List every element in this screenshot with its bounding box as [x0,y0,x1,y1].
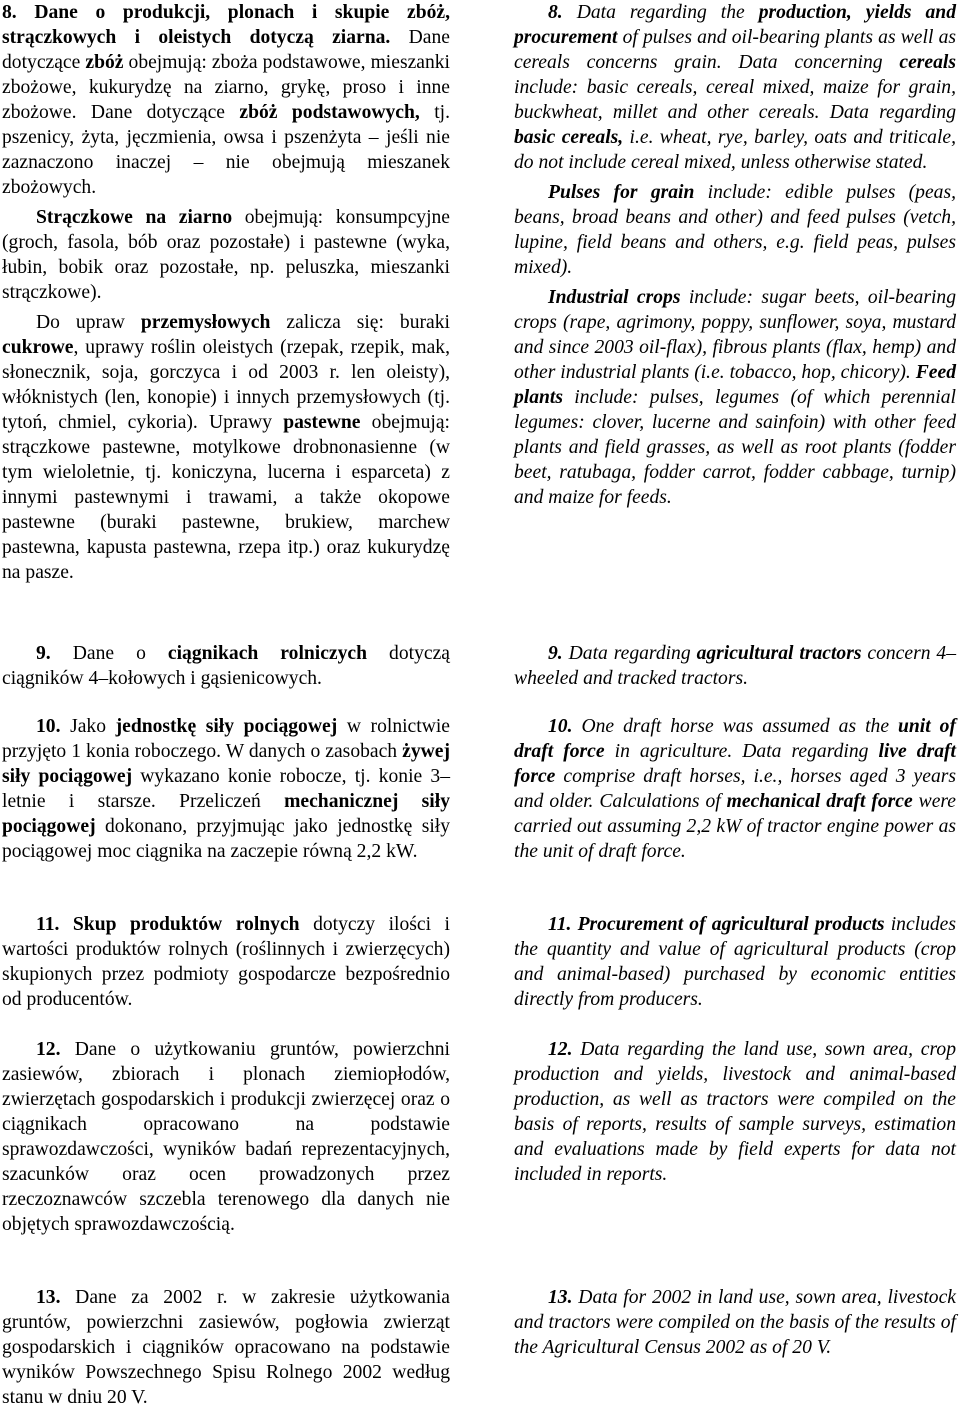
bold-text-run: basic cereals, [514,127,624,148]
bold-text-run: 9. [548,643,563,664]
bold-text-run: cereals [899,52,956,73]
section-10-english-column [514,714,956,864]
bold-text-run: cukrowe [2,337,74,358]
section-11-polish-column [2,912,450,1012]
text-run: i.e. wheat, rye, barley, oats and triticale, do not include cereal mixed, unless otherwise stated. [514,127,956,173]
text-run: Data regarding the land use, sown area, crop production and yields, livestock and animal-based production, as well as tractors were compiled on the basis of reports, results of sample surveys, estimation and evaluations made by field experts for data not included in reports. [514,1039,956,1185]
bold-text-run: 9. [36,643,51,664]
section-13-polish-column [2,1285,450,1410]
section-12-en-para [514,1037,956,1187]
section-9-polish-column [2,641,450,691]
text-run: include: sugar beets, oil-bearing crops (rape, agrimony, poppy, sunflower, soya, mustard and since 2003 oil-flax), fibrous plants (flax, hemp) and other industrial plants (i.e. tobacco, hop, chicory). [514,287,956,383]
bold-text-run: 13. [36,1287,61,1308]
text-run: concern 4–wheeled and tracked tractors. [514,643,957,689]
text-run: zalicza się: buraki [270,312,450,333]
bold-text-run: 10. [548,716,573,737]
bold-text-run: 8. Dane o produkcji, plonach i skupie zbóż, strączkowych i oleistych dotyczą ziarna. [2,2,450,48]
bold-text-run: 11. Skup produktów rolnych [36,914,300,935]
bold-text-run: mechanicznej siły pociągowej [2,791,450,837]
bold-text-run: przemysłowych [140,312,271,333]
bold-text-run: live draft force [514,741,956,787]
text-run: obejmują: konsumpcyjne (groch, fasola, bób oraz pozostałe) i pastewne (wyka, łubin, bobik oraz pozostałe, np. peluszka, mieszanki strączkowe). [2,207,451,303]
section-12-pl-para [2,1037,450,1237]
bold-text-run: zbóż podstawowych, [239,102,420,123]
text-run: Dane za 2002 r. w zakresie użytkowania gruntów, powierzchni zasiewów, pogłowia zwierząt gospodarskich i ciągników opracowano na podstawie wyników Powszechnego Spisu Rolnego 2002 według stanu w dniu 20 V. [2,1287,450,1408]
text-run: dokonano, przyjmując jako jednostkę siły pociągowej moc ciągnika na zaczepie równą 2,2 kW. [2,816,450,862]
section-9-en-para [514,641,956,691]
section-12-polish-column [2,1037,450,1237]
section-8-pl-para-1 [2,0,450,200]
section-12-english-column [514,1037,956,1187]
bold-text-run: 13. [548,1287,573,1308]
section-8-pl-para-2 [2,205,450,305]
text-run: Data regarding the [562,2,759,23]
text-run: Jako [60,716,116,737]
section-10-en-para [514,714,956,864]
text-run: Dane o [50,643,168,664]
text-run: of pulses and oil-bearing plants as well as cereals concerns grain. Data concerning [514,27,956,73]
section-9-english-column [514,641,956,691]
section-10-polish-column [2,714,450,864]
bold-text-run: Pulses for grain [548,182,695,203]
bold-text-run: 12. [548,1039,573,1060]
text-run: dotyczą ciągników 4–kołowych i gąsienicowych. [2,643,450,689]
section-13-english-column [514,1285,956,1360]
bold-text-run: 8. [548,2,563,23]
text-run: Do upraw [36,312,141,333]
bold-text-run: jednostkę siły pociągowej [115,716,338,737]
bold-text-run: 11. Procurement of agricultural products [548,914,885,935]
section-8-en-para-1 [514,0,956,175]
bold-text-run: unit of draft force [514,716,956,762]
bold-text-run: 12. [36,1039,61,1060]
text-run: One draft horse was assumed as the [572,716,898,737]
text-run: include: edible pulses (peas, beans, broad beans and other) and feed pulses (vetch, lupine, field beans and others, e.g. field peas, pulses mixed). [514,182,956,278]
section-11-en-para [514,912,956,1012]
text-run: includes the quantity and value of agricultural products (crop and animal-based) purchased by economic entities directly from producers. [514,914,957,1010]
text-run: in agriculture. Data regarding [604,741,879,762]
bold-text-run: 10. [36,716,61,737]
text-run: comprise draft horses, i.e., horses aged 3 years and older. Calculations of [514,766,956,812]
bold-text-run: żywej siły pociągowej [2,741,450,787]
bold-text-run: mechanical draft force [726,791,913,812]
bold-text-run: production, yields and procurement [514,2,956,48]
section-9-pl-para [2,641,450,691]
section-13-pl-para [2,1285,450,1410]
bold-text-run: Industrial crops [548,287,681,308]
section-8-en-para-3 [514,285,956,510]
text-run: tj. pszenicy, żyta, jęczmienia, owsa i pszenżyta – jeśli nie zaznaczono inaczej – nie obejmują mieszanek zbożowych. [2,102,450,198]
section-11-english-column [514,912,956,1012]
bold-text-run: Strączkowe na ziarno [36,207,233,228]
text-run: Dane dotyczące [2,27,450,73]
text-run: include: basic cereals, cereal mixed, maize for grain, buckwheat, millet and other cereals. Data regarding [514,77,956,123]
section-13-en-para [514,1285,956,1360]
text-run: include: pulses, legumes (of which perennial legumes: clover, lucerne and sainfoin) with other feed plants and field grasses, as well as root plants (fodder beet, ratubaga, fodder carrot, fodder cabbage, turnip) and maize for feeds. [514,387,956,508]
text-run: were carried out assuming 2,2 kW of tractor engine power as the unit of draft force. [514,791,956,862]
text-run: obejmują: zboża podstawowe, mieszanki zbożowe, kukurydzę na ziarno, grykę, proso i inne zbożowe. Dane dotyczące [2,52,450,123]
bold-text-run: pastewne [283,412,361,433]
section-8-polish-column [2,0,450,585]
text-run: dotyczy ilości i wartości produktów rolnych (roślinnych i zwierzęcych) skupionych przez podmioty gospodarcze bezpośrednio od producentów. [2,914,450,1010]
bold-text-run: ciągnikach rolniczych [167,643,368,664]
bold-text-run: zbóż [85,52,124,73]
text-run: Data for 2002 in land use, sown area, livestock and tractors were compiled on the basis of the results of the Agricultural Census 2002 as of 20 V. [514,1287,956,1358]
section-8-en-para-2 [514,180,956,280]
section-11-pl-para [2,912,450,1012]
text-run: , uprawy roślin oleistych (rzepak, rzepik, mak, słonecznik, soja, gorczyca i od 2003 r. len oleisty), włóknistych (len, konopie) i innych przemysłowych (tj. tytoń, chmiel, cykoria). Uprawy [2,337,450,433]
text-run: obejmują: strączkowe pastewne, motylkowe drobnonasienne (w tym wieloletnie, tj. koniczyna, lucerna i esparceta) z innymi pastewnymi i trawami, a także okopowe pastewne (buraki pastewne, brukiew, marchew pastewna, kapusta pastewna, rzepa itp.) oraz kukurydzę na pasze. [2,412,451,583]
section-10-pl-para [2,714,450,864]
text-run: wykazano konie robocze, tj. konie 3–letnie i starsze. Przeliczeń [2,766,450,812]
text-run: Dane o użytkowaniu gruntów, powierzchni zasiewów, zbiorach i plonach ziemiopłodów, zwierzętach gospodarskich i produkcji zwierzęcej oraz o ciągnikach opracowano na podstawie sprawozdawczości, wyników badań reprezentacyjnych, szacunków oraz ocen prowadzonych przez rzeczoznawców szczebla terenowego dla danych nie objętych sprawozdawczością. [2,1039,450,1235]
text-run: w rolnictwie przyjęto 1 konia roboczego. W danych o zasobach [2,716,450,762]
section-8-pl-para-3 [2,310,450,585]
section-8-english-column [514,0,956,510]
bold-text-run: agricultural tractors [696,643,862,664]
text-run: Data regarding [562,643,697,664]
bold-text-run: Feed plants [514,362,956,408]
